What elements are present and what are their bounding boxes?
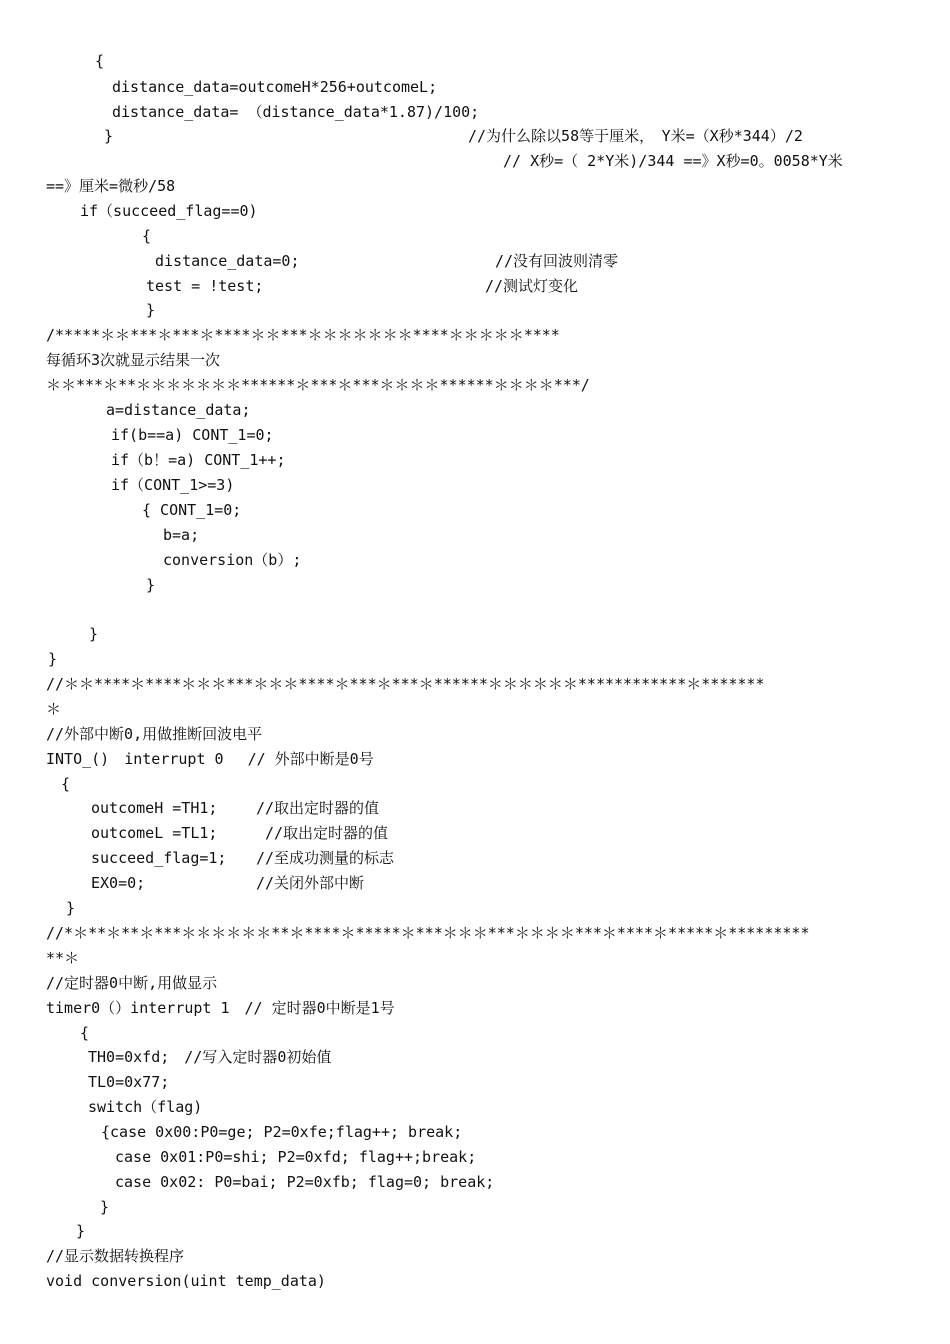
code-line: distance_data= （distance_data*1.87)/100;: [112, 103, 480, 121]
code-line: a=distance_data;: [106, 401, 251, 419]
code-comment: // X秒=（ 2*Y米)/344 ==》X秒=0。0058*Y米: [503, 152, 843, 170]
code-line: { CONT_1=0;: [142, 501, 242, 519]
code-line: INTO_() interrupt 0 // 外部中断是0号: [46, 750, 374, 768]
code-line: }: [146, 301, 156, 319]
code-line: timer0（）interrupt 1 // 定时器0中断是1号: [46, 999, 395, 1017]
code-line: if（CONT_1>=3): [111, 476, 235, 494]
code-comment: //*＊**＊**＊***＊＊＊＊＊＊**＊****＊*****＊***＊＊＊***＊＊＊＊***＊****＊*****＊*********: [46, 924, 810, 942]
code-line: {case 0x00:P0=ge; P2=0xfe;flag++; break;: [101, 1123, 463, 1141]
code-line: {: [142, 227, 152, 245]
code-line: outcomeL =TL1;: [91, 824, 218, 842]
code-comment: //取出定时器的值: [256, 799, 380, 817]
code-comment: **＊: [46, 949, 80, 967]
code-comment: //测试灯变化: [485, 277, 579, 295]
code-line: TH0=0xfd; //写入定时器0初始值: [88, 1048, 332, 1066]
code-comment: //外部中断0,用做推断回波电平: [46, 725, 263, 743]
code-line: }: [66, 899, 76, 917]
code-line: }: [89, 625, 99, 643]
code-line: }: [146, 576, 156, 594]
code-line: }: [100, 1198, 110, 1216]
code-line: void conversion(uint temp_data): [46, 1272, 326, 1290]
code-comment: /*****＊＊***＊***＊****＊＊***＊＊＊＊＊＊＊****＊＊＊＊＊****: [46, 326, 560, 344]
code-line: {: [61, 775, 71, 793]
code-line: test = !test;: [146, 277, 264, 295]
code-comment: ＊＊***＊**＊＊＊＊＊＊＊******＊***＊***＊＊＊＊******＊＊＊＊***/: [46, 376, 590, 394]
code-line: b=a;: [163, 526, 200, 544]
code-comment: ==》厘米=微秒/58: [46, 177, 176, 195]
code-comment: //取出定时器的值: [265, 824, 389, 842]
code-line: {: [80, 1024, 90, 1042]
code-line: succeed_flag=1;: [91, 849, 227, 867]
code-comment: 每循环3次就显示结果一次: [46, 351, 221, 369]
code-comment: //至成功测量的标志: [256, 849, 395, 867]
code-line: case 0x02: P0=bai; P2=0xfb; flag=0; break;: [115, 1173, 495, 1191]
code-comment: //定时器0中断,用做显示: [46, 974, 218, 992]
code-line: distance_data=0;: [155, 252, 300, 270]
code-line: if（succeed_flag==0): [80, 202, 258, 220]
code-line: TL0=0x77;: [88, 1073, 170, 1091]
code-line: }: [104, 127, 114, 145]
code-line: {: [95, 52, 105, 70]
code-comment: //显示数据转换程序: [46, 1247, 185, 1265]
code-line: }: [48, 650, 58, 668]
code-line: EX0=0;: [91, 874, 146, 892]
code-line: conversion（b）;: [163, 551, 302, 569]
code-comment: ＊: [46, 700, 62, 718]
code-line: case 0x01:P0=shi; P2=0xfd; flag++;break;: [115, 1148, 477, 1166]
code-comment: //＊＊****＊****＊＊＊***＊＊＊****＊***＊***＊******＊＊＊＊＊＊************＊*******: [46, 675, 765, 693]
code-line: if（b！=a) CONT_1++;: [111, 451, 286, 469]
code-line: }: [76, 1222, 86, 1240]
code-line: switch（flag): [88, 1098, 203, 1116]
code-comment: //为什么除以58等于厘米， Y米=（X秒*344）/2: [468, 127, 803, 145]
code-comment: //没有回波则清零: [495, 252, 619, 270]
code-line: outcomeH =TH1;: [91, 799, 218, 817]
code-line: if(b==a) CONT_1=0;: [111, 426, 274, 444]
code-comment: //关闭外部中断: [256, 874, 365, 892]
code-line: distance_data=outcomeH*256+outcomeL;: [112, 78, 438, 96]
